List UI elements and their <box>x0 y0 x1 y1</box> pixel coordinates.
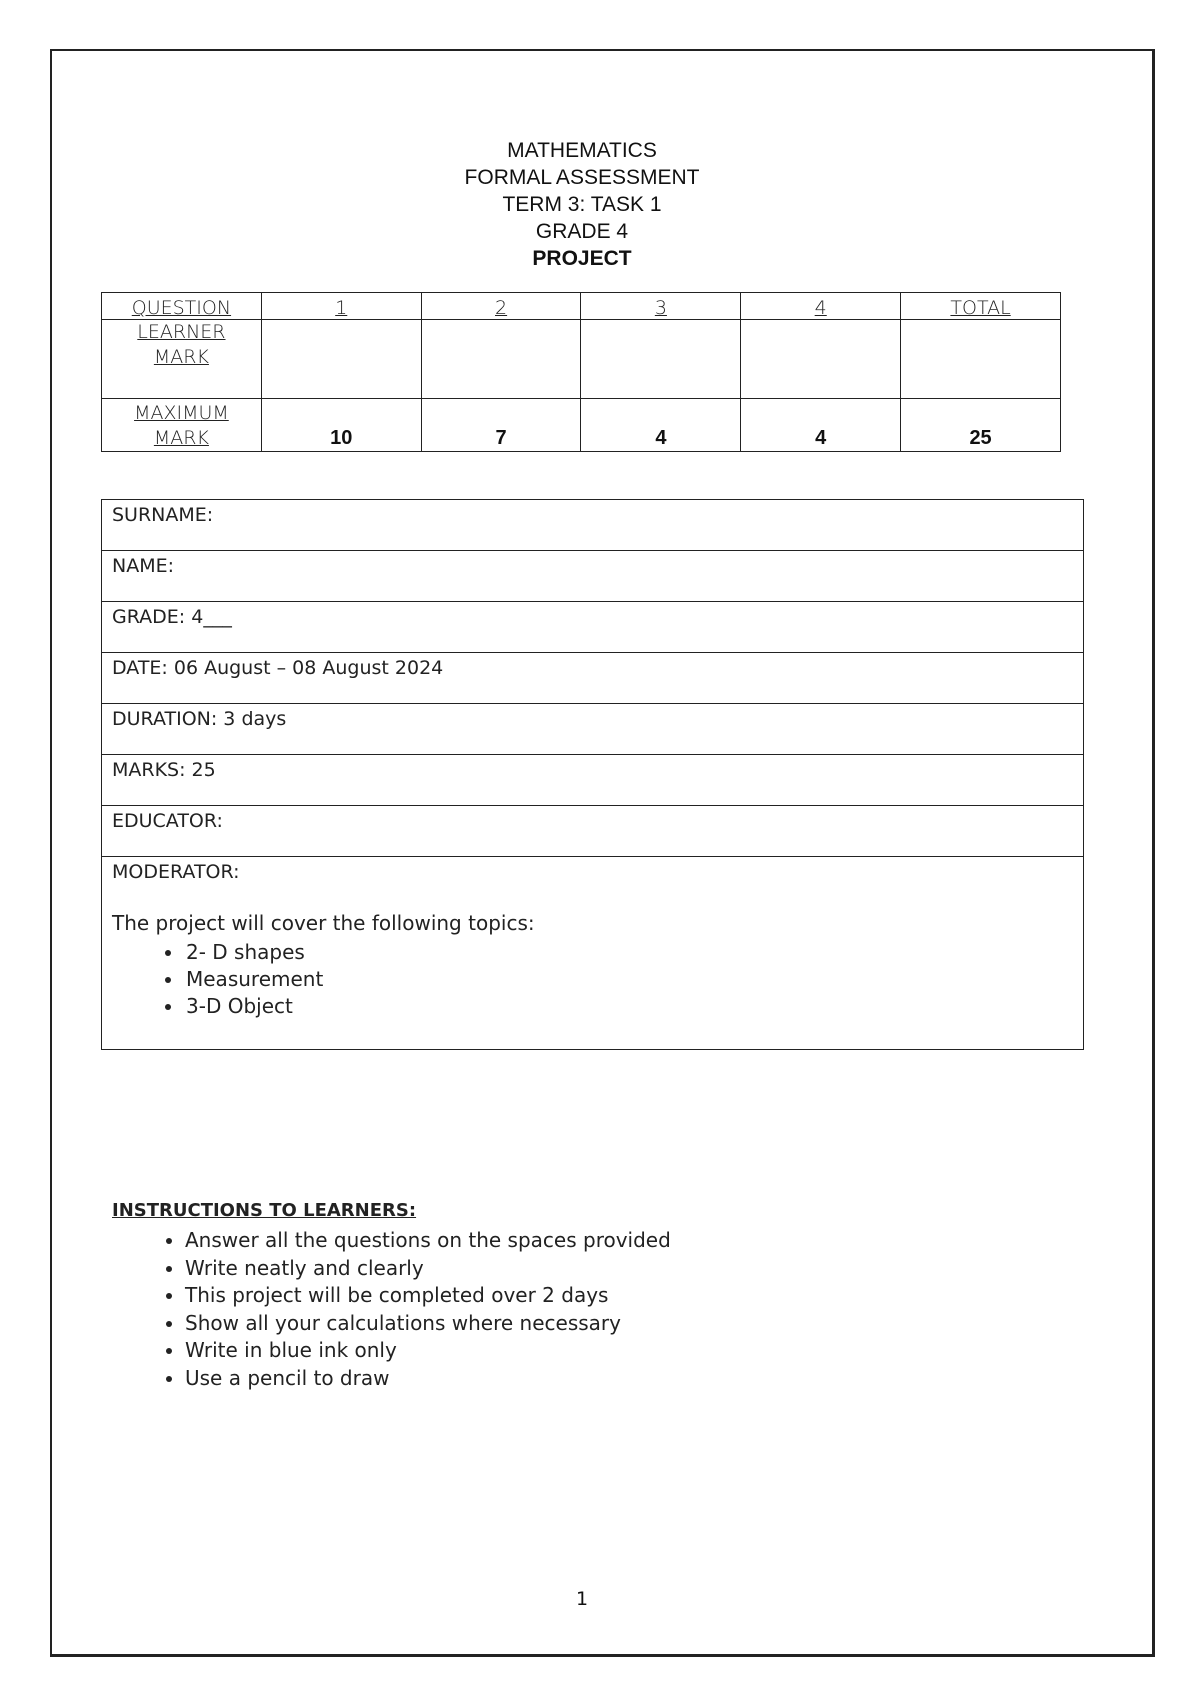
instruction-item: • Write neatly and clearly <box>185 1255 671 1283</box>
header-cell: 4 <box>741 293 901 320</box>
header-cell: QUESTION <box>102 293 262 320</box>
marks-table <box>101 292 1061 452</box>
learner-mark-label: LEARNER MARK <box>102 320 262 399</box>
term-task: TERM 3: TASK 1 <box>502 193 662 216</box>
maximum-mark-cell: 7 <box>421 399 581 452</box>
maximum-mark-cell: 4 <box>741 399 901 452</box>
moderator-label: MODERATOR: <box>112 861 240 883</box>
learner-mark-row <box>102 320 1061 399</box>
topics-list <box>112 939 1073 1020</box>
subject-title: MATHEMATICS <box>507 139 657 162</box>
learner-mark-cell[interactable] <box>741 320 901 399</box>
grade-field[interactable]: GRADE: 4___ <box>102 602 1084 653</box>
learner-mark-cell[interactable] <box>261 320 421 399</box>
topic-item: • 3-D Object <box>184 993 1073 1020</box>
grade-title: GRADE 4 <box>535 220 629 243</box>
maximum-mark-label: MAXIMUM MARK <box>102 399 262 452</box>
moderator-field[interactable] <box>102 857 1084 1050</box>
instructions-list <box>112 1227 671 1392</box>
maximum-mark-cell: 4 <box>581 399 741 452</box>
learner-mark-cell[interactable] <box>421 320 581 399</box>
topics-intro: The project will cover the following topics: <box>112 911 535 935</box>
instruction-item: • Answer all the questions on the spaces provided <box>185 1227 671 1255</box>
header-cell: 1 <box>261 293 421 320</box>
learner-mark-total-cell[interactable] <box>901 320 1061 399</box>
instruction-item: • This project will be completed over 2 days <box>185 1282 671 1310</box>
page-number: 1 <box>575 1588 589 1610</box>
header-cell: 2 <box>421 293 581 320</box>
learner-mark-cell[interactable] <box>581 320 741 399</box>
instructions-section <box>112 1200 671 1392</box>
topic-item: • Measurement <box>184 966 1073 993</box>
educator-field[interactable]: EDUCATOR: <box>102 806 1084 857</box>
header-cell: TOTAL <box>901 293 1061 320</box>
maximum-mark-row <box>102 399 1061 452</box>
maximum-mark-cell: 10 <box>261 399 421 452</box>
assessment-type: FORMAL ASSESSMENT <box>464 166 700 189</box>
maximum-mark-total: 25 <box>901 399 1061 452</box>
instruction-item: • Show all your calculations where necessary <box>185 1310 671 1338</box>
header-cell: 3 <box>581 293 741 320</box>
instruction-item: • Use a pencil to draw <box>185 1365 671 1393</box>
date-field: DATE: 06 August – 08 August 2024 <box>102 653 1084 704</box>
learner-info-table <box>101 499 1084 1050</box>
topic-item: • 2- D shapes <box>184 939 1073 966</box>
document-title <box>0 137 1164 272</box>
marks-field: MARKS: 25 <box>102 755 1084 806</box>
name-field[interactable]: NAME: <box>102 551 1084 602</box>
duration-field: DURATION: 3 days <box>102 704 1084 755</box>
surname-field[interactable]: SURNAME: <box>102 500 1084 551</box>
instruction-item: • Write in blue ink only <box>185 1337 671 1365</box>
marks-header-row <box>102 293 1061 320</box>
instructions-title: INSTRUCTIONS TO LEARNERS: <box>112 1200 417 1221</box>
project-title: PROJECT <box>532 247 632 270</box>
